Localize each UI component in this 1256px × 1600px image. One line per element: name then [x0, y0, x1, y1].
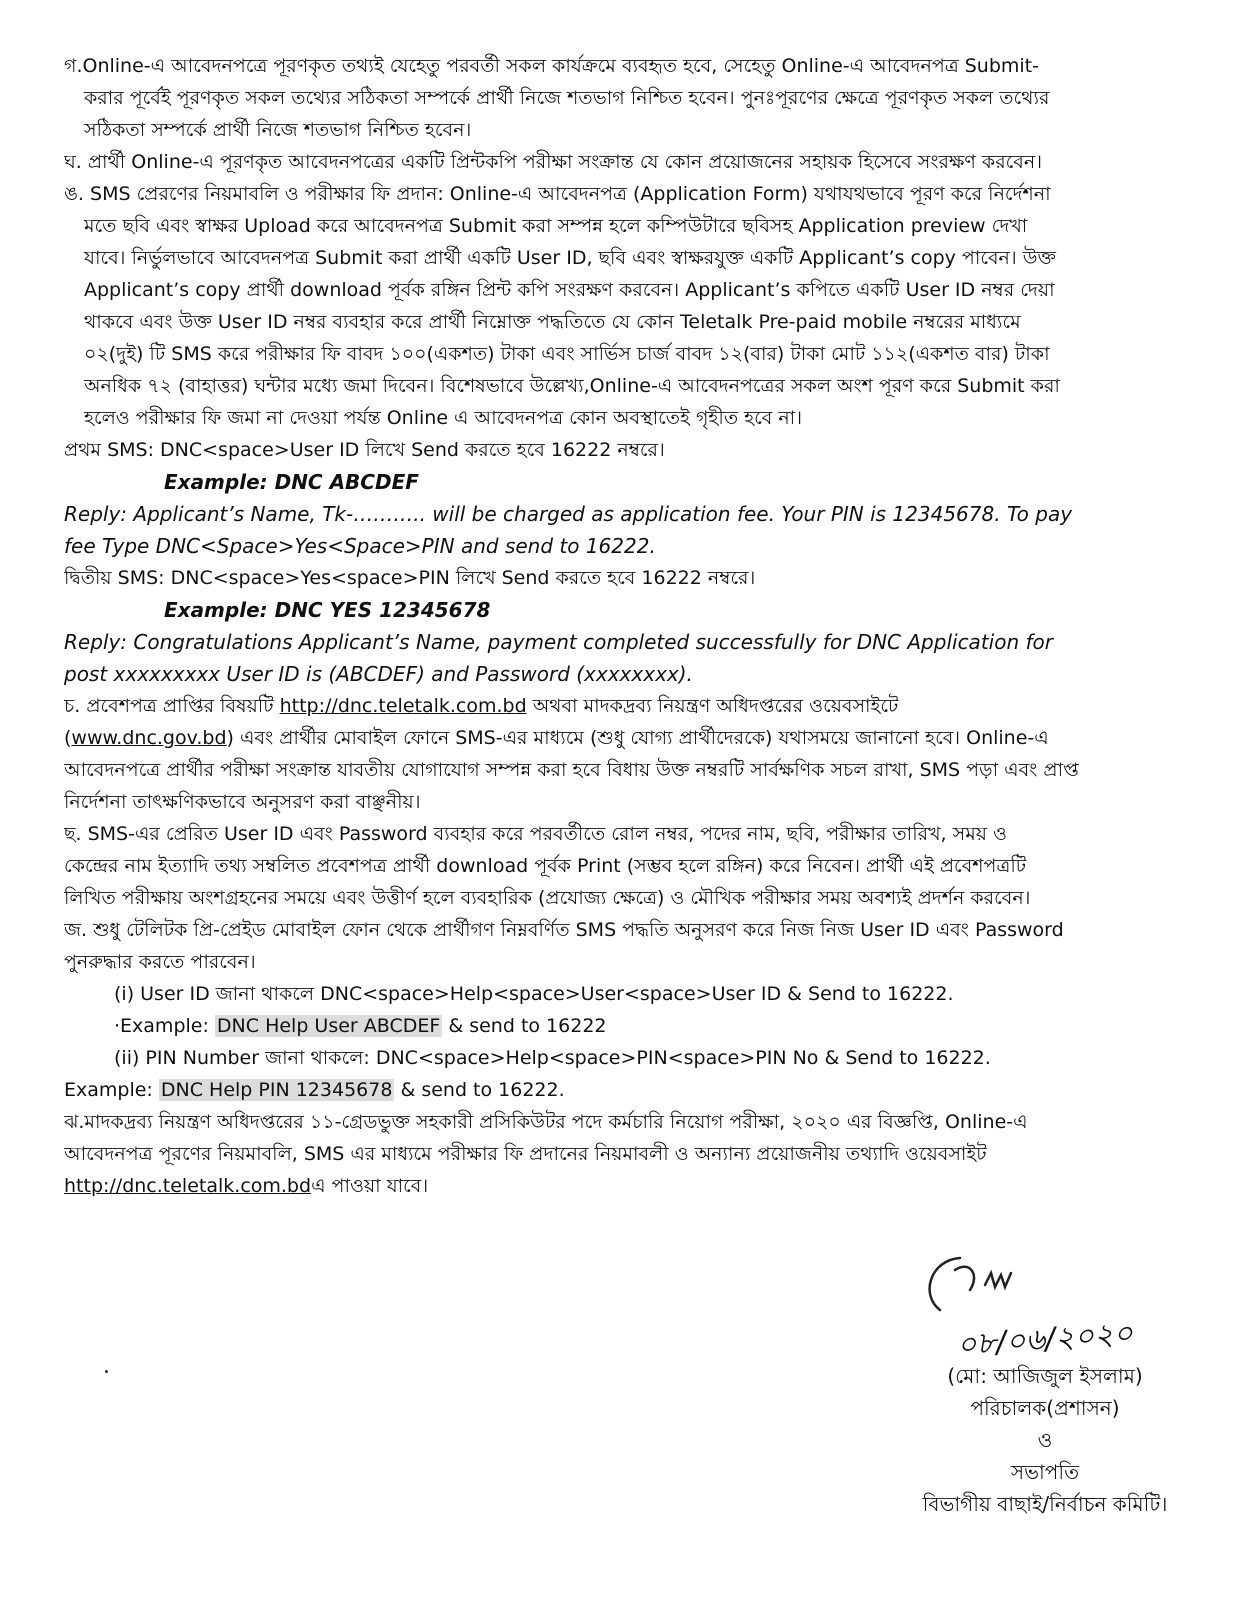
- text-line: গ.Online-এ আবেদনপত্রে পূরণকৃত তথ্যই যেহেতু পরবর্তী সকল কার্যক্রমে ব্যবহৃত হবে, সেহেতু Online-এ আবেদনপত্র Submit-: [64, 55, 1039, 77]
- signatory-conjunction: ও: [1037, 1428, 1053, 1452]
- cha-prefix: চ. প্রবেশপত্র প্রাপ্তির বিষয়টি: [64, 695, 274, 717]
- example-code: DNC Help PIN 12345678: [160, 1079, 393, 1101]
- clause-gha: ঘ. প্রার্থী Online-এ পূরণকৃত আবেদনপত্রের একটি প্রিন্টকপি পরীক্ষা সংক্রান্ত যে কোন প্রয়োজনের সহায়ক হিসেবে সংরক্ষণ করবেন।: [64, 151, 1042, 173]
- text-line: Applicant’s copy প্রার্থী download পূর্বক রঙ্গিন প্রিন্ট কপি সংরক্ষণ করবেন। Applicant’s কপিতে একটি User ID নম্বর দেয়া: [84, 279, 1055, 301]
- text-line: সঠিকতা সম্পর্কে প্রার্থী নিজে শতভাগ নিশ্চিত হবেন।: [84, 119, 472, 141]
- text-line: আবেদনপত্র পূরণের নিয়মাবলি, SMS এর মাধ্যমে পরীক্ষার ফি প্রদানের নিয়মাবলী ও অন্যান্য প্রয়োজনীয় তথ্যাদি ওয়েবসাইট: [64, 1143, 987, 1165]
- example-tail: & send to 16222: [448, 1015, 607, 1037]
- text-line: ঝ.মাদকদ্রব্য নিয়ন্ত্রণ অধিদপ্তরের ১১-গ্রেডভুক্ত সহকারী প্রসিকিউটর পদে কর্মচারি নিয়োগ পরীক্ষা, ২০২০ এর বিজ্ঞপ্তি, Online-এ: [64, 1111, 1028, 1133]
- text-line: পুনরুদ্ধার করতে পারবেন।: [64, 951, 256, 973]
- text-line: জ. শুধু টেলিটক প্রি-প্রেইড মোবাইল ফোন থেকে প্রার্থীগণ নিম্নবর্ণিত SMS পদ্ধতি অনুসরণ করে নিজ নিজ User ID এবং Password: [64, 919, 1064, 941]
- text-line: অনধিক ৭২ (বাহাত্তর) ঘন্টার মধ্যে জমা দিবেন। বিশেষভাবে উল্লেখ্য,Online-এ আবেদনপত্রের সকল অংশ পূরণ করে Submit করা: [84, 375, 1060, 397]
- sms-first: প্রথম SMS: DNC<space>User ID লিখে Send করতে হবে 16222 নম্বরে।: [64, 439, 665, 461]
- example-code: DNC Help User ABCDEF: [216, 1015, 441, 1037]
- text-line: নির্দেশনা তাৎক্ষণিকভাবে অনুসরণ করা বাঞ্ছনীয়।: [64, 791, 421, 813]
- example-label: Example:: [64, 1079, 153, 1101]
- reply-second-line: post xxxxxxxxx User ID is (ABCDEF) and Password (xxxxxxxx).: [64, 662, 693, 686]
- text-line: ছ. SMS-এর প্রেরিত User ID এবং Password ব্যবহার করে পরবর্তীতে রোল নম্বর, পদের নাম, ছবি, পরীক্ষার তারিখ, সময় ও: [64, 823, 1007, 845]
- example-tail: & send to 16222.: [400, 1079, 565, 1101]
- cha-suffix: অথবা মাদকদ্রব্য নিয়ন্ত্রণ অধিদপ্তরের ওয়েবসাইটে: [532, 695, 899, 717]
- help-user-id: (i) User ID জানা থাকলে DNC<space>Help<space>User<space>User ID & Send to 16222.: [114, 983, 954, 1005]
- signatory-role: সভাপতি: [1010, 1460, 1080, 1484]
- clause-chha: [64, 818, 1190, 914]
- reply-first-line: fee Type DNC<Space>Yes<Space>PIN and send to 16222.: [64, 534, 656, 558]
- help-user-example: [64, 1010, 1190, 1042]
- clause-ja: [64, 914, 1190, 978]
- teletalk-link[interactable]: http://dnc.teletalk.com.bd: [279, 695, 527, 717]
- text-line: হলেও পরীক্ষার ফি জমা না দেওয়া পর্যন্ত Online এ আবেদনপত্র কোন অবস্থাতেই গৃহীত হবে না।: [84, 407, 802, 429]
- signature-date: ০৮/০৬/২০২০: [955, 1315, 1135, 1364]
- text-line: [64, 690, 1190, 722]
- notice-body: [64, 50, 1190, 1202]
- jha-tail: এ পাওয়া যাবে।: [311, 1175, 429, 1197]
- text-line: [64, 722, 1190, 754]
- help-pin-example: [64, 1074, 1190, 1106]
- text-line: [64, 1170, 1190, 1202]
- stray-mark: [105, 1370, 108, 1373]
- dnc-gov-link[interactable]: www.dnc.gov.bd: [71, 727, 227, 749]
- paren-open: (: [64, 727, 72, 749]
- clause-cha: [64, 690, 1190, 818]
- text-line: আবেদনপত্রে প্রার্থীর পরীক্ষা সংক্রান্ত যাবতীয় যোগাযোগ সম্পন্ন করা হবে বিধায় উক্ত নম্বরটি সার্বক্ষণিক সচল রাখা, SMS পড়া এবং প্রাপ্ত: [64, 759, 1079, 781]
- text-line: করার পূর্বেই পূরণকৃত সকল তথ্যের সঠিকতা সম্পর্কে প্রার্থী নিজে শতভাগ নিশ্চিত হবেন। পুনঃপূরণের ক্ষেত্রে পূরণকৃত সকল তথ্যের: [84, 87, 1050, 109]
- text-line: যাবে। নির্ভুলভাবে আবেদনপত্র Submit করা প্রার্থী একটি User ID, ছবি এবং স্বাক্ষরযুক্ত একটি Applicant’s copy পাবেন। উক্ত: [84, 247, 1056, 269]
- signatory-designation: পরিচালক(প্রশাসন): [970, 1396, 1120, 1420]
- reply-second-line: Reply: Congratulations Applicant’s Name, payment completed successfully for DNC Application for: [64, 630, 1053, 654]
- text-line: ঙ. SMS প্রেরণের নিয়মাবলি ও পরীক্ষার ফি প্রদান: Online-এ আবেদনপত্র (Application Form) যথাযথভাবে পূরণ করে নির্দেশনা: [64, 183, 1051, 205]
- example-label: ·Example:: [114, 1015, 209, 1037]
- signature-block: [880, 1250, 1210, 1520]
- help-pin: (ii) PIN Number জানা থাকলে: DNC<space>Help<space>PIN<space>PIN No & Send to 16222.: [114, 1047, 991, 1069]
- teletalk-link[interactable]: http://dnc.teletalk.com.bd: [64, 1175, 312, 1197]
- clause-ga: [64, 50, 1190, 146]
- text-line: থাকবে এবং উক্ত User ID নম্বর ব্যবহার করে প্রার্থী নিম্নোক্ত পদ্ধতিতে যে কোন Teletalk Pre-paid mobile নম্বরের মাধ্যমে: [84, 311, 1021, 333]
- cha-line2-rest: ) এবং প্রার্থীর মোবাইল ফোনে SMS-এর মাধ্যমে (শুধু যোগ্য প্রার্থীদেরকে) যথাসময়ে জানানো হবে। Online-এ: [226, 727, 1049, 749]
- handwritten-signature: [900, 1250, 1160, 1320]
- text-line: মতে ছবি এবং স্বাক্ষর Upload করে আবেদনপত্র Submit করা সম্পন্ন হলে কম্পিউটারে ছবিসহ Application preview দেখা: [84, 215, 1028, 237]
- text-line: লিখিত পরীক্ষায় অংশগ্রহনের সময়ে এবং উত্তীর্ণ হলে ব্যবহারিক (প্রযোজ্য ক্ষেত্রে) ও মৌখিক পরীক্ষার সময় অবশ্যই প্রদর্শন করবেন।: [64, 887, 1031, 909]
- sms-second-example: Example: DNC YES 12345678: [164, 598, 491, 622]
- text-line: কেন্দ্রের নাম ইত্যাদি তথ্য সম্বলিত প্রবেশপত্র প্রার্থী download পূর্বক Print (সম্ভব হলে রঙ্গিন) করে নিবেন। প্রার্থী এই প্রবেশপত্রটি: [64, 855, 1027, 877]
- clause-uma: [64, 178, 1190, 434]
- sms-second: দ্বিতীয় SMS: DNC<space>Yes<space>PIN লিখে Send করতে হবে 16222 নম্বরে।: [64, 567, 756, 589]
- reply-first-line: Reply: Applicant’s Name, Tk-……….. will be charged as application fee. Your PIN is 12345678. To pay: [64, 502, 1073, 526]
- signatory-committee: বিভাগীয় বাছাই/নির্বাচন কমিটি।: [922, 1492, 1168, 1516]
- signatory-name: (মো: আজিজুল ইসলাম): [947, 1364, 1143, 1388]
- sms-first-example: Example: DNC ABCDEF: [164, 470, 419, 494]
- text-line: ০২(দুই) টি SMS করে পরীক্ষার ফি বাবদ ১০০(একশত) টাকা এবং সার্ভিস চার্জ বাবদ ১২(বার) টাকা মোট ১১২(একশত বার) টাকা: [84, 343, 1050, 365]
- clause-jha: [64, 1106, 1190, 1202]
